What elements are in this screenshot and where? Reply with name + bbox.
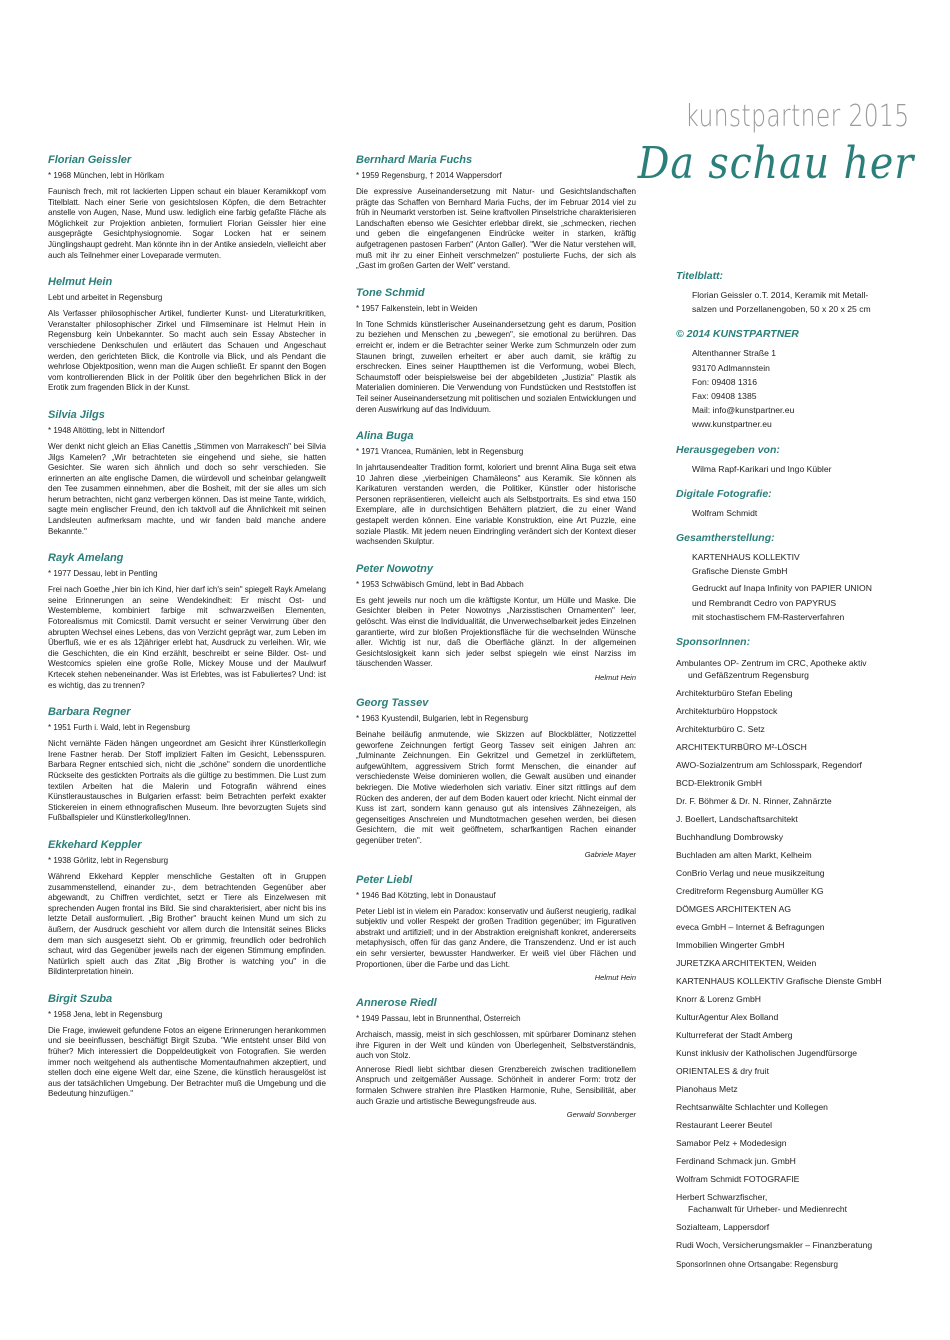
sponsor-name: Architekturbüro C. Setz [676, 724, 765, 735]
artist-name: Georg Tassev [356, 697, 429, 709]
titelblatt-line: Florian Geissler o.T. 2014, Keramik mit Metall- [692, 290, 869, 300]
text-author: Gerwald Sonnberger [566, 1110, 636, 1120]
artist-name: Florian Geissler [48, 154, 132, 166]
sponsor-name: Buchhandlung Dombrowsky [676, 832, 784, 843]
artist-description: Die expressive Auseinandersetzung mit Natur- und Gesichtslandschaften prägte das Schaffen von Bernhard Maria Fuchs, der im Februar 2014 viel zu früh in Neumarkt verstorben ist. Seine kraftvollen Pinselstriche charakterisieren Landschaften ebenso wie Gesichter erlebbar direkt, sie „schmecken, riechen und geben die eingefangenen Eindrücke weiter in starken, kräftig aufgetragenen pastosen Farben" (Anton Galler). "Wer die Natur verstehen will, muß mit ihr zu einer Einheit verschmelzen" postulierte Fuchs, der sich als „Gast im großen Garten der Welt" verstand. [356, 187, 636, 271]
text-author: Gabriele Mayer [584, 849, 636, 859]
phone-line: Fon: 09408 1316 [692, 376, 757, 387]
sponsor-name: Samabor Pelz + Modedesign [676, 1138, 787, 1149]
titelblatt-heading: Titelblatt: [676, 270, 724, 282]
sponsor-name: Ambulantes OP- Zentrum im CRC, Apotheke aktiv [676, 658, 867, 669]
artist-name: Tone Schmid [356, 286, 425, 299]
sponsor-item [676, 774, 924, 792]
herausgegeben-heading: Herausgegeben von: [676, 443, 780, 456]
sponsor-name: Herbert Schwarzfischer, [676, 1192, 768, 1203]
fotografie-heading: Digitale Fotografie: [676, 487, 772, 500]
artist-name: Helmut Hein [48, 276, 113, 289]
artist-lifedata: * 1977 Dessau, lebt in Pentling [48, 569, 158, 579]
artist-entry [48, 551, 326, 691]
artist-lifedata: * 1958 Jena, lebt in Regensburg [48, 1009, 163, 1019]
sponsor-item [676, 1188, 924, 1215]
artist-lifedata: * 1971 Vrancea, Rumänien, lebt in Regensburg [356, 447, 524, 457]
sponsor-name-line2: und Gefäßzentrum Regensburg [688, 670, 809, 681]
artist-name: Annerose Riedl [356, 997, 437, 1010]
fotografie-section [676, 488, 924, 520]
sponsor-item [676, 702, 924, 720]
artist-name: Ekkehard Keppler [48, 838, 142, 851]
artist-entry [356, 429, 636, 548]
copyright-heading: © 2014 KUNSTPARTNER [676, 328, 799, 341]
artist-description: Es geht jeweils nur noch um die kräftigste Kontur, um Hülle und Maske. Die Gesichter bleiben in Peter Nowotnys „Narzisstischen Ornamenten" leer, gelöscht. Was einst die Individualität, die Unverwechselbarkeit jedes Einzelnen garantierte, wird zur bloßen Projektionsfläche für die wechselnden Wünsche aller. Wichtig ist nur, daß die Oberfläche glänzt. In der allgemeinen Gesichtslosigkeit kann sich jeder selbst spiegeln wie einst Narziss im täuschenden Wasser. [356, 595, 636, 669]
sponsor-item [676, 846, 924, 864]
gesamtherstellung-line: mit stochastischem FM-Rasterverfahren [692, 611, 845, 622]
artist-description: Faunisch frech, mit rot lackierten Lippen schaut ein blauer Keramikkopf vom Titelblatt. Nach einer Serie von gesichtslosen Köpfen, die dem Betrachter anstelle von Augen, Nase, Mund usw. lediglich eine farbig gefaßte Fläche als Möglichkeit zur Projektion anbieten, formuliert Florian Geissler hier eine ausgeprägte Gesichtphysiognomie. Sogar Locken hat er seinem Jünglingshaupt gedreht. Man könnte ihn in der Antike ansiedeln, vielleicht aber auch als Teilnehmer einer Loveparade vermuten. [48, 187, 326, 260]
sponsor-list [676, 654, 924, 1254]
artist-lifedata: * 1963 Kyustendil, Bulgarien, lebt in Regensburg [356, 714, 529, 723]
sponsor-name: AWO-Sozialzentrum am Schlosspark, Regendorf [676, 760, 862, 771]
artist-lifedata: * 1957 Falkenstein, lebt in Weiden [356, 303, 478, 313]
sponsor-name: Kulturreferat der Stadt Amberg [676, 1030, 793, 1041]
herausgegeben-line: Wilma Rapf-Karikari und Ingo Kübler [692, 463, 832, 474]
sponsor-name: Sozialteam, Lappersdorf [676, 1222, 770, 1233]
sponsor-name: Buchladen am alten Markt, Kelheim [676, 850, 812, 861]
artist-entry [48, 275, 326, 394]
sponsor-name: Dr. F. Böhmer & Dr. N. Rinner, Zahnärzte [676, 796, 832, 807]
artist-lifedata: * 1938 Görlitz, lebt in Regensburg [48, 855, 169, 865]
sponsor-name: Kunst inklusiv der Katholischen Jugendfürsorge [676, 1048, 858, 1059]
sponsor-name: DÖMGES ARCHITEKTEN AG [676, 904, 792, 915]
artist-name: Rayk Amelang [48, 552, 124, 565]
sponsor-name: Knorr & Lorenz GmbH [676, 994, 762, 1005]
artist-entry [48, 705, 326, 824]
artist-name: Barbara Regner [48, 706, 131, 719]
sponsor-name: Pianohaus Metz [676, 1084, 738, 1095]
sponsor-item [676, 720, 924, 738]
artist-name: Silvia Jilgs [48, 408, 105, 421]
sponsor-name: BCD-Elektronik GmbH [676, 778, 762, 789]
gesamtherstellung-line: und Rembrandt Cedro von PAPYRUS [692, 597, 837, 608]
artist-entry [356, 153, 636, 272]
sponsor-item [676, 1218, 924, 1236]
sponsor-item [676, 1008, 924, 1026]
text-author: Helmut Hein [594, 673, 636, 682]
gesamtherstellung-line: Gedruckt auf Inapa Infinity von PAPIER UNION [692, 583, 872, 594]
sponsor-name: Immobilien Wingerter GmbH [676, 940, 785, 951]
artist-lifedata: * 1959 Regensburg, † 2014 Wappersdorf [356, 171, 502, 180]
sponsor-name: KARTENHAUS KOLLEKTIV Grafische Dienste GmbH [676, 976, 882, 987]
sponsor-item [676, 972, 924, 990]
artist-entry [356, 562, 636, 682]
sponsor-name: ConBrio Verlag und neue musikzeitung [676, 868, 825, 879]
address-line: Altenthanner Straße 1 [692, 348, 777, 359]
sponsor-item [676, 1026, 924, 1044]
artist-column-left [48, 153, 326, 1114]
sponsor-item [676, 1134, 924, 1152]
artist-lifedata: * 1949 Passau, lebt in Brunnenthal, Österreich [356, 1014, 521, 1024]
address-line: 93170 Adlmannstein [692, 362, 770, 373]
sponsor-name: ARCHITEKTURBÜRO M²-LÖSCH [676, 742, 807, 753]
sponsor-item [676, 1080, 924, 1098]
sponsor-name: J. Boellert, Landschaftsarchitekt [676, 814, 798, 825]
titelblatt-section [676, 270, 924, 316]
sponsor-item [676, 654, 924, 681]
artist-description: In Tone Schmids künstlerischer Auseinandersetzung geht es darum, Position zu beziehen und Menschen zu „bewegen", sie emotional zu berühren. Das erreicht er, indem er die Betrachter seiner Werke zum Schmunzeln oder zum Staunen bringt, zuweilen erheitert er aber auch damit, sie kräftig zu erschrecken. Eines seiner Hauptthemen ist die Verformung, wobei Blech, Schaumstoff oder beispielsweise bei der abgebildeten „Justizia" Plastik als Materialien dominieren. Die Verwendung von Fundstücken und Reststoffen ist Teil seiner Auseinandersetzung mit politischen und sozialen Entwicklungen und deren Auswirkung auf das Individuum. [356, 319, 636, 414]
artist-name: Birgit Szuba [48, 992, 113, 1005]
sponsor-item [676, 684, 924, 702]
artist-name: Peter Liebl [356, 873, 413, 886]
artist-description: Während Ekkehard Keppler menschliche Gestalten oft in Gruppen zusammenstellend, einander zu-, dem betrachtenden Gegenüber aber abgewandt, zu Chiffren verdichtet, setzt er Tiere als Einzelwesen mit sprechenden Augen frontal ins Bild. Sie sind charakterisiert, aber nicht bis ins letzte Detail ausformuliert. „Big Brother" braucht keinen Mund um sich zu äußern, der Ausdruck geschieht vor allem durch die Intensität seines Blicks dem man sich ausgesetzt sieht. Ob er grimmig, freundlich oder bedrohlich schaut, wird das Gegenüber jeweils nach der eigenen Stimmung empfinden. Natürlich spielt auch das Zitat „Big Brother is watching you" in die Bildinterpretation hinein. [48, 871, 326, 977]
artist-lifedata: * 1948 Altötting, lebt in Nittendorf [48, 425, 165, 435]
artist-description-2: Annerose Riedl liebt sichtbar diesen Grenzbereich zwischen traditionellem Anspruch und zeitgemäßer Aussage. Schönheit in anderer Form: trotz der formalen Schwere strahlen ihre Plastiken Harmonie, Ruhe, Sensibilität, aber auch Grazie und artistische Bewegungsfreude aus. [356, 1064, 636, 1106]
artist-entry [356, 873, 636, 983]
sponsor-item [676, 882, 924, 900]
sponsor-name: Rechtsanwälte Schlachter und Kollegen [676, 1102, 828, 1113]
sponsor-item [676, 792, 924, 810]
gesamtherstellung-heading: Gesamtherstellung: [676, 532, 775, 545]
sponsor-footnote: SponsorInnen ohne Ortsangabe: Regensburg [676, 1260, 838, 1270]
herausgegeben-section [676, 444, 924, 476]
imprint-column [676, 270, 924, 1281]
sponsor-item [676, 1236, 924, 1254]
sponsor-item [676, 738, 924, 756]
fax-line: Fax: 09408 1385 [692, 391, 757, 402]
artist-column-middle [356, 153, 636, 1133]
titelblatt-line: salzen und Porzellanengoben, 50 x 20 x 25 cm [692, 304, 871, 315]
sponsor-item [676, 990, 924, 1008]
sponsor-name: Architekturbüro Stefan Ebeling [676, 688, 793, 699]
artist-lifedata: * 1951 Furth i. Wald, lebt in Regensburg [48, 723, 191, 733]
gesamtherstellung-section [676, 532, 924, 624]
sponsor-item [676, 936, 924, 954]
artist-description: Peter Liebl ist in vielem ein Paradox: konservativ und äußerst neugierig, radikal subjektiv und voller Respekt der großen Tradition gegenüber; im Figurativen abstrakt und artifiziell; und in der Abstraktion ereignishaft konkret, andererseits metaphysisch, offen für das ganz Andere, die Transzendenz. Und er ist auch ein sehr versierter, bewusster Handwerker. Er weiß viel über Flächen und Proportionen, über die Farbe und das Licht. [356, 906, 636, 969]
artist-description: Beinahe beiläufig anmutende, wie Skizzen auf Blockblätter, Notizzettel geworfene Zeichnungen fertigt Georg Tassev seit einigen Jahren an: „fulminante Zeichnungen. Ein Gekritzel und Gemetzel in zerklüftetem, aufgewühltem, aggressivem Strich formt Menschen, die einander auf verschiedenste Weise dominieren wollen, die Gewalt ausüben und einander bekriegen. Die Motive wiederholen sich variativ. Einer sitzt rittlings auf dem Rücken des anderen, der auf dem Boden kauert oder kriecht. Nicht einmal der Kuss ist zart, sondern kann genauso gut als intensives Zähnezeigen, als gegenseitiges Anschreien und Mundtotmachen gesehen werden, bei diesen Gesichtern, die mit weit geöffnetem, scharfkantigen Rachen einander gegenüber treten". [356, 730, 636, 845]
sponsor-name: Restaurant Leerer Beutel [676, 1120, 773, 1131]
sponsor-name: Ferdinand Schmack jun. GmbH [676, 1156, 796, 1167]
sponsor-item [676, 864, 924, 882]
artist-lifedata: * 1968 München, lebt in Hörlkam [48, 171, 165, 180]
sponsor-item [676, 756, 924, 774]
sponsor-item [676, 1170, 924, 1188]
fotografie-line: Wolfram Schmidt [692, 507, 758, 518]
artist-description: Als Verfasser philosophischer Artikel, fundierter Kunst- und Literaturkritiken, Veranstalter philosophischer Zirkel und Filmseminare ist Helmut Hein in Regensburg kein Unbekannter. So macht auch sein Essay Abstecher in verschiedene Denkschulen und erläutert das Schauen und Angeschaut werden, den gerichteten Blick, die Kontrolle via Blick, und als Pendant die wehrlose Objektposition, wenn man die Augen schließt. Er spannt den Bogen vom kontrollierenden Blick in der Politik über den begehrlichen Blick in der Erotik zum fragenden Blick in der Kunst. [48, 309, 326, 393]
artist-name: Peter Nowotny [356, 562, 434, 575]
sponsor-name: Creditreform Regensburg Aumüller KG [676, 886, 824, 897]
artist-entry [356, 286, 636, 415]
artist-description: Wer denkt nicht gleich an Elias Canettis „Stimmen von Marrakesch" bei Silvia Jilgs Kamelen? „Wir betrachteten sie eingehend und siehe, sie hatten Gesichter. Sie waren sich ähnlich und doch so sehr verschieden. Sie erinnerten an alte englische Damen, die würdevoll und scheinbar gelangweilt den Tee zusammen einnehmen, aber die Bosheit, mit der sie alles um sich herum betrachten, nicht ganz verbergen können. Das ist meine Tante, wirklich, sagte mein englischer Freund, den ich taktvoll auf die Ähnlichkeit mit seinen Landsleuten aufmerksam machte, und wir fanden bald manche andere Bekannte." [48, 441, 326, 536]
brand-header: kunstpartner 2015 [685, 99, 910, 134]
copyright-section [676, 328, 924, 431]
artist-entry [356, 696, 636, 859]
artist-lifedata: * 1953 Schwäbisch Gmünd, lebt in Bad Abbach [356, 579, 524, 589]
sponsor-item [676, 1062, 924, 1080]
artist-description: Die Frage, inwieweit gefundene Fotos an eigene Erinnerungen herankommen und sie beeinflussen, beschäftigt Birgit Szuba. "Wie entsteht unser Bild von früher? Mich interessiert die Doppeldeutigkeit von Fotografien. Sie werden immer noch weitgehend als authentische Momentaufnahmen akzeptiert, und stellen doch eine eigene Welt dar, eine Szene, die künstlich herausgelöst ist aus der tatsächlichen Umgebung. Der Betrachter muß die Umgebung und die Bedeutung hinzufügen." [48, 1025, 326, 1099]
gesamtherstellung-line: KARTENHAUS KOLLEKTIV [692, 552, 800, 563]
page-title: Da schau her [637, 138, 914, 189]
sponsor-item [676, 918, 924, 936]
sponsor-name: KulturAgentur Alex Bolland [676, 1012, 779, 1023]
artist-entry [48, 838, 326, 978]
sponsor-item [676, 954, 924, 972]
sponsor-name: JURETZKA ARCHITEKTEN, Weiden [676, 958, 817, 969]
sponsoren-section [676, 636, 924, 1269]
mail-link[interactable]: Mail: info@kunstpartner.eu [692, 405, 795, 416]
artist-lifedata: Lebt und arbeitet in Regensburg [48, 293, 163, 303]
artist-entry [356, 996, 636, 1119]
sponsor-name: Wolfram Schmidt FOTOGRAFIE [676, 1174, 800, 1185]
sponsor-item [676, 810, 924, 828]
artist-description: Nicht vernähte Fäden hängen ungeordnet am Gesicht ihrer Künstlerkollegin Irene Fastner herab. Der Stoff impliziert Falten im Gesicht, Lebensspuren. Barbara Regner entschied sich, nicht die „schöne" sondern die unordentliche Rückseite des gestickten Portraits als die gültige zu bestimmen. Die Lust zum textilen Arbeiten hat die Malerin und Fotografin während eines Künstleraustausches in Bulgarien erfasst: beim Betrachten perfekt exakter Stickereien in einem ethnografischen Museum. Ihre bevorzugten Sujets sind Fußballspieler und Künstlerkolleg/Innen. [48, 739, 326, 823]
sponsor-name: Rudi Woch, Versicherungsmakler – Finanzberatung [676, 1240, 873, 1251]
sponsor-item [676, 1098, 924, 1116]
artist-entry [48, 408, 326, 537]
gesamtherstellung-line: Grafische Dienste GmbH [692, 566, 788, 577]
sponsor-name: eveca GmbH – Internet & Befragungen [676, 922, 825, 933]
sponsor-name: Architekturbüro Hoppstock [676, 706, 778, 717]
sponsor-item [676, 1152, 924, 1170]
artist-description: Frei nach Goethe „hier bin ich Kind, hier darf ich's sein" spiegelt Rayk Amelang seine Erinnerungen an seine Wendekindheit: Er mischt Ost- und Westembleme, kombiniert farbige mit schwarzweißen Elementen, Fotorealismus mit Comicstil. Damit versucht er seiner Verwirrung über den abrupten Wechsel eines Lebens, das von Verzicht geprägt war, zum Leben im Überfluß, wie er es als 12jähriger erlebt hat, Ausdruck zu verleihen. Wir, wie die Geschichten, die ein Kind erzählt, beschreibt er seine Bilder. Ost- und Westcomics spielen eine große Rolle, Mickey Mouse und der Maulwurf Krtecek stehen nebeneinander. Was ist Erlebtes, was ist Fabuliertes? Und: ist es wichtig, das zu trennen? [48, 585, 326, 690]
artist-entry [48, 153, 326, 261]
text-author: Helmut Hein [594, 973, 636, 983]
sponsor-item [676, 1116, 924, 1134]
artist-lifedata: * 1946 Bad Kötzting, lebt in Donaustauf [356, 890, 496, 900]
artist-name: Alina Buga [356, 430, 414, 443]
artist-description: Archaisch, massig, meist in sich geschlossen, mit spürbarer Dominanz stehen ihre Figuren in der Welt und künden von Überlegenheit, Selbstverständnis, auch von Stolz. [356, 1030, 636, 1061]
artist-description: In jahrtausendealter Tradition formt, koloriert und brennt Alina Buga seit etwa 10 Jahren diese „vierbeinigen Chamäleons" aus Keramik. Sie können als Karikaturen verstanden werden, die Politiker, Künstler oder historische Personen repräsentieren, vielleicht auch als Selbstportraits. Es sind etwa 150 Exemplare, alle in durchsichtigen Behältern platziert, die zu einer Wand gestapelt werden können. Eine variable Konstruktion, eine Art Puzzle, eine soziale Plastik. Mit jedem neuen Eindringling verändert sich der Kontext dieser wachsenden Skulptur. [356, 463, 636, 547]
website-link[interactable]: www.kunstpartner.eu [692, 419, 772, 430]
sponsoren-heading: SponsorInnen: [676, 636, 751, 649]
sponsor-name: ORIENTALES & dry fruit [676, 1066, 769, 1077]
sponsor-name-line2: Fachanwalt für Urheber- und Medienrecht [688, 1204, 848, 1215]
artist-name: Bernhard Maria Fuchs [356, 154, 473, 166]
sponsor-item [676, 828, 924, 846]
artist-entry [48, 992, 326, 1100]
sponsor-item [676, 900, 924, 918]
sponsor-item [676, 1044, 924, 1062]
